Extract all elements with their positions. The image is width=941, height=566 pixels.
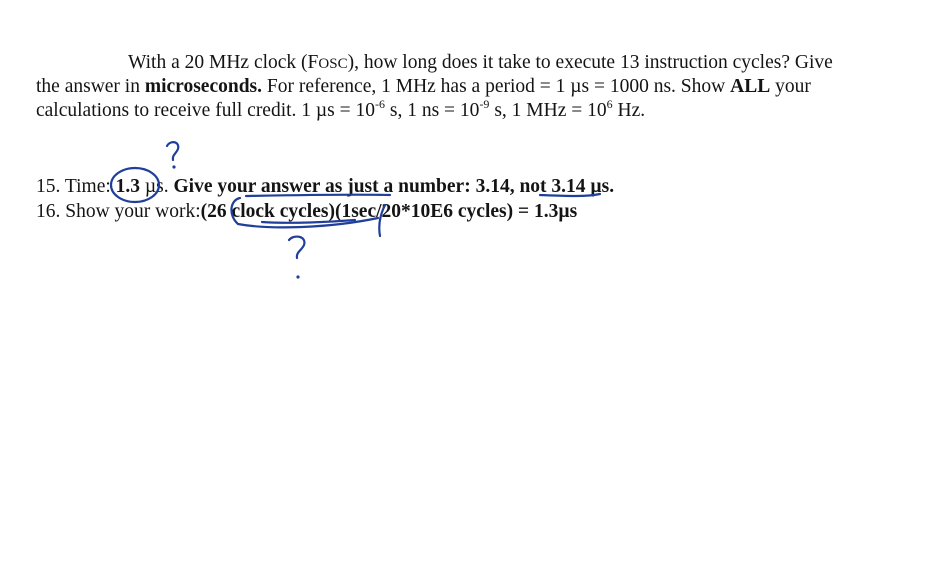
question-line-2: the answer in microseconds. For reference, 1 MHz has a period = 1 µs = 1000 ns. Show ALL your: [36, 76, 811, 97]
question-mark-1-dot: [172, 165, 175, 168]
work-answer: (26 clock cycles)(1sec/20*10E6 cycles) = 1.3µs: [200, 201, 578, 222]
answer-15-line: 15. Time: 1.3 µs. Give your answer as just a number: 3.14, not 3.14 µs.: [36, 176, 615, 197]
time-answer-value: 1.3: [115, 176, 141, 197]
question-mark-2: [289, 237, 304, 258]
question-line-3: calculations to receive full credit. 1 $\mu s = 10^{-6}$ s, 1 ns = $10^{-9}$ s, 1 MHz = $10^6$ Hz.: [36, 96, 646, 121]
question-line-1: With a 20 MHz clock (FOSC), how long does it take to execute 13 instruction cycles? Give: [128, 52, 833, 73]
question-mark-2-dot: [296, 275, 299, 278]
answer-16-line: 16. Show your work:(26 clock cycles)(1sec/20*10E6 cycles) = 1.3µs: [36, 201, 578, 222]
question-mark-1: [167, 142, 178, 160]
